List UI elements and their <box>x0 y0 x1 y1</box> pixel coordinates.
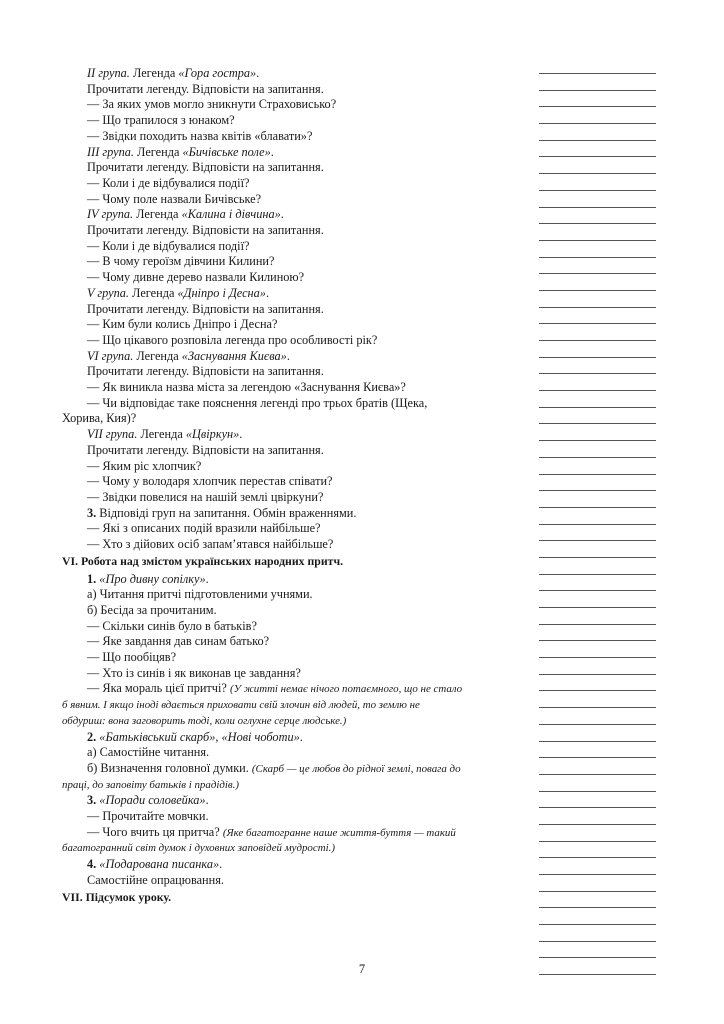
note-line <box>539 841 656 842</box>
note-line <box>539 390 656 391</box>
note-line <box>539 240 656 241</box>
note-line <box>539 223 656 224</box>
group-7-heading: VII група. Легенда «Цвіркун». <box>87 427 243 442</box>
group-6-heading: VI група. Легенда «Заснування Києва». <box>87 348 290 363</box>
note-line <box>539 357 656 358</box>
note-line <box>539 757 656 758</box>
note-line <box>539 540 656 541</box>
note-line <box>539 557 656 558</box>
question: — Чому у володаря хлопчик перестав співати? <box>87 474 333 489</box>
question: — В чому героїзм дівчини Килини? <box>87 254 275 269</box>
list-item: а) Самостійне читання. <box>87 745 210 760</box>
group-4-heading: IV група. Легенда «Калина і дівчина». <box>87 207 284 222</box>
instruction: — Прочитайте мовчки. <box>87 809 209 824</box>
group-5-heading: V група. Легенда «Дніпро і Десна». <box>87 285 270 300</box>
question: — Що трапилося з юнаком? <box>87 113 235 128</box>
note-line <box>539 156 656 157</box>
parable-2-title: 2. «Батьківський скарб», «Нові чоботи». <box>87 729 303 744</box>
instruction: Прочитати легенду. Відповісти на запитання. <box>87 301 324 316</box>
note-line <box>539 140 656 141</box>
question: — Що пообіцяв? <box>87 650 177 665</box>
note-line <box>539 340 656 341</box>
moral-answer: обдуриш: вона заговорить тоді, коли оглухне серце людське.) <box>62 714 347 727</box>
instruction: Прочитати легенду. Відповісти на запитання. <box>87 442 324 457</box>
note-line <box>539 474 656 475</box>
note-line <box>539 791 656 792</box>
note-line <box>539 373 656 374</box>
note-line <box>539 574 656 575</box>
note-line <box>539 440 656 441</box>
instruction: Прочитати легенду. Відповісти на запитання. <box>87 160 324 175</box>
note-line <box>539 257 656 258</box>
question: — За яких умов могло зникнути Страховисько? <box>87 97 337 112</box>
note-line <box>539 590 656 591</box>
item-3: 3. Відповіді груп на запитання. Обмін враженнями. <box>87 505 357 520</box>
note-line <box>539 273 656 274</box>
question: — Яким ріс хлопчик? <box>87 458 202 473</box>
parable-3-title: 3. «Поради соловейка». <box>87 793 209 808</box>
question: — Коли і де відбувалися події? <box>87 238 250 253</box>
note-line <box>539 123 656 124</box>
list-item: б) Бесіда за прочитаним. <box>87 602 217 617</box>
question: — Звідки повелися на нашій землі цвіркуни? <box>87 489 324 504</box>
notes-lines <box>539 73 656 991</box>
moral-answer: б явним. І якщо іноді вдається приховати свій злочин від людей, то землю не <box>62 699 420 712</box>
note-line <box>539 423 656 424</box>
instruction: Прочитати легенду. Відповісти на запитання. <box>87 81 324 96</box>
question: — Хто з дійових осіб запам’ятався найбільше? <box>87 537 334 552</box>
note-line <box>539 207 656 208</box>
question: — Коли і де відбувалися події? <box>87 175 250 190</box>
instruction: Самостійне опрацювання. <box>87 872 224 887</box>
note-line <box>539 307 656 308</box>
note-line <box>539 857 656 858</box>
note-line <box>539 106 656 107</box>
note-line <box>539 73 656 74</box>
question: — Яке завдання дав синам батько? <box>87 634 270 649</box>
note-line <box>539 607 656 608</box>
question: — Чому дивне дерево назвали Килиною? <box>87 270 305 285</box>
group-3-heading: III група. Легенда «Бичівське поле». <box>87 144 274 159</box>
question: — Скільки синів було в батьків? <box>87 618 257 633</box>
instruction: Прочитати легенду. Відповісти на запитання. <box>87 364 324 379</box>
note-line <box>539 741 656 742</box>
note-line <box>539 924 656 925</box>
note-line <box>539 507 656 508</box>
question: — Які з описаних подій вразили найбільше? <box>87 521 321 536</box>
note-line <box>539 190 656 191</box>
note-line <box>539 824 656 825</box>
note-line <box>539 624 656 625</box>
group-2-heading: II група. Легенда «Гора гостра». <box>87 66 260 80</box>
note-line <box>539 524 656 525</box>
moral-answer: багатогранний світ думок і духовних заповідей мудрості.) <box>62 842 335 855</box>
page-number: 7 <box>358 962 366 976</box>
parable-4-title: 4. «Подарована писанка». <box>87 857 223 872</box>
note-line <box>539 724 656 725</box>
question: — Ким були колись Дніпро і Десна? <box>87 317 278 332</box>
note-line <box>539 490 656 491</box>
note-line <box>539 874 656 875</box>
main-idea: б) Визначення головної думки. (Скарб — це любов до рідної землі, повага до <box>87 760 461 775</box>
moral-question: — Чого вчить ця притча? (Яке багатогранне наше життя-буття — такий <box>87 824 456 839</box>
question: — Як виникла назва міста за легендою «Заснування Києва»? <box>87 380 406 395</box>
parable-1-title: 1. «Про дивну сопілку». <box>87 571 209 586</box>
note-line <box>539 690 656 691</box>
lesson-text <box>62 66 528 907</box>
note-line <box>539 457 656 458</box>
main-idea-answer: праці, до заповіту батьків і прадідів.) <box>62 778 239 791</box>
note-line <box>539 674 656 675</box>
note-line <box>539 173 656 174</box>
note-line <box>539 891 656 892</box>
list-item: а) Читання притчі підготовленими учнями. <box>87 587 313 602</box>
question: — Що цікавого розповіла легенда про особливості рік? <box>87 332 378 347</box>
note-line <box>539 657 656 658</box>
note-line <box>539 957 656 958</box>
note-line <box>539 640 656 641</box>
note-line <box>539 407 656 408</box>
note-line <box>539 90 656 91</box>
question: — Чи відповідає таке пояснення легенді про трьох братів (Щека, <box>87 395 428 410</box>
note-line <box>539 807 656 808</box>
note-line <box>539 323 656 324</box>
question: — Чому поле назвали Бичівське? <box>87 191 262 206</box>
question: — Хто із синів і як виконав це завдання? <box>87 665 301 680</box>
moral-question: — Яка мораль цієї притчі? (У житті немає нічого потаємного, що не стало <box>87 681 463 696</box>
question-continuation: Хорива, Кия)? <box>62 411 137 426</box>
question: — Звідки походить назва квітів «блавати»? <box>87 128 313 143</box>
section-7-heading: VII. Підсумок уроку. <box>62 889 172 904</box>
note-line <box>539 707 656 708</box>
note-line <box>539 907 656 908</box>
note-line <box>539 290 656 291</box>
section-6-heading: VI. Робота над змістом українських народних притч. <box>62 553 344 568</box>
note-line <box>539 774 656 775</box>
instruction: Прочитати легенду. Відповісти на запитання. <box>87 223 324 238</box>
note-line <box>539 941 656 942</box>
